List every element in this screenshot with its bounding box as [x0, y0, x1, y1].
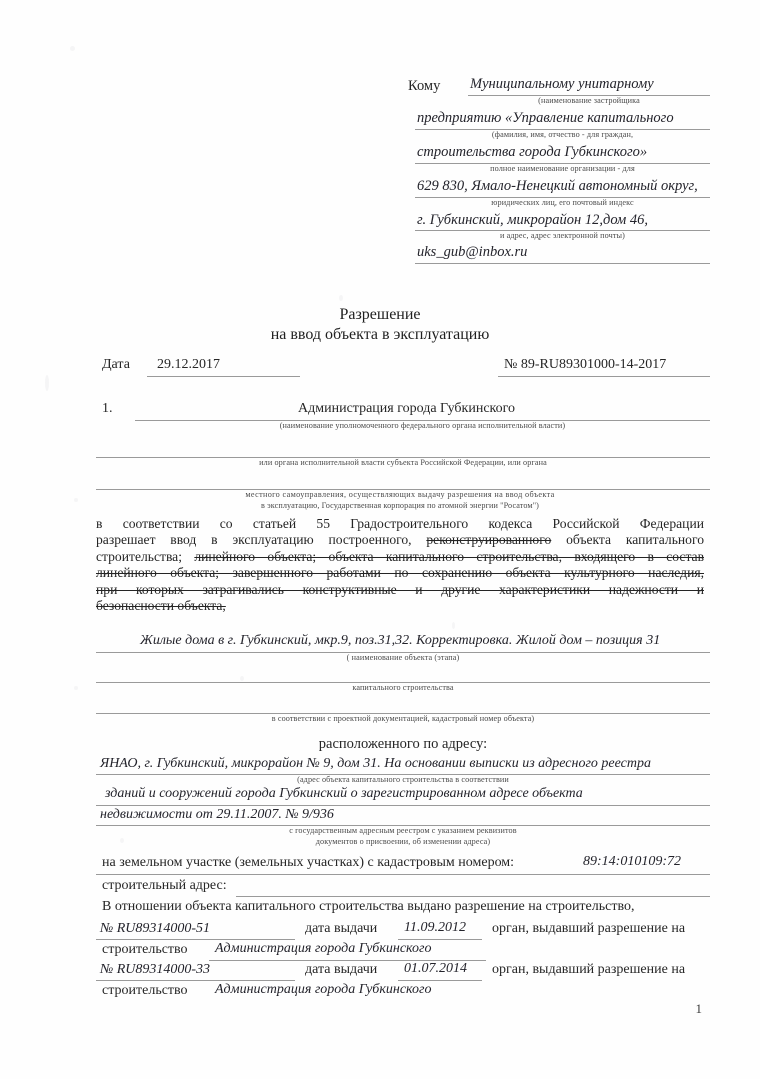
- permit-organ-value: Администрация города Губкинского: [215, 941, 432, 956]
- item-1-marker: 1.: [102, 401, 113, 416]
- date-rule: [147, 376, 300, 377]
- location-line-1: ЯНАО, г. Губкинский, микрорайон № 9, дом 31. На основании выписки из адресного реестра: [100, 756, 651, 771]
- permit-date-rule: [398, 980, 482, 981]
- location-caption-2-line-2: документов о присвоении, об изменении адреса): [315, 837, 491, 846]
- location-caption-2-line-1: с государственным адресным реестром с указанием реквизитов: [289, 826, 517, 835]
- permit-date-value: 11.09.2012: [404, 920, 466, 935]
- permit-organ-label: орган, выдавший разрешение на: [492, 921, 686, 936]
- addressee-label: Кому: [408, 78, 441, 94]
- addressee-rule-6: [415, 263, 710, 264]
- addressee-caption-1: (наименование застройщика: [538, 96, 640, 105]
- location-line-3: недвижимости от 29.11.2007. № 9/936: [100, 807, 334, 822]
- addressee-line-5: г. Губкинский, микрорайон 12,дом 46,: [417, 212, 649, 228]
- item-1-caption-3-line-2: в эксплуатацию, Государственная корпорация по атомной энергии "Росатом"): [261, 501, 539, 510]
- addressee-line-4: 629 830, Ямало-Ненецкий автономный округ,: [417, 178, 698, 194]
- item-1-caption: (наименование уполномоченного федерального органа исполнительной власти): [279, 421, 566, 430]
- scan-artifact: [45, 375, 49, 391]
- object-project-caption: в соответствии с проектной документацией, кадастровый номер объекта): [271, 714, 535, 723]
- permit-number-value: № 89-RU89301000-14-2017: [504, 357, 667, 372]
- scan-artifact: [70, 46, 75, 51]
- cadastral-rule: [96, 874, 710, 875]
- permit-date-label: дата выдачи: [305, 921, 378, 936]
- body-line-2: [96, 532, 704, 548]
- addressee-caption-3: полное наименование организации - для: [490, 164, 635, 173]
- permit-organ-label: орган, выдавший разрешение на: [492, 962, 686, 977]
- permits-intro: В отношении объекта капитального строительства выдано разрешение на строительство,: [102, 899, 635, 914]
- addressee-caption-5: и адрес, адрес электронной почты): [500, 231, 625, 240]
- object-name: Жилые дома в г. Губкинский, мкр.9, поз.31,32. Корректировка. Жилой дом – позиция 31: [140, 633, 661, 648]
- page-number: 1: [695, 1001, 702, 1016]
- location-caption-1: (адрес объекта капитального строительства в соответствии: [297, 775, 509, 784]
- item-1-authority: Администрация города Губкинского: [298, 401, 516, 416]
- date-label: Дата: [102, 357, 130, 372]
- build-address-label: строительный адрес:: [102, 878, 227, 893]
- permit-date-value: 01.07.2014: [404, 961, 467, 976]
- location-rule-2: [96, 805, 710, 806]
- scan-artifact: [74, 686, 78, 690]
- addressee-caption-4: юридических лиц, его почтовый индекс: [491, 198, 634, 207]
- body-line-1: в соответствии со статьей 55 Градостроительного кодекса Российской Федерации: [96, 516, 704, 531]
- body-paragraph: [96, 516, 704, 614]
- permit-number-rule: [96, 980, 295, 981]
- build-address-rule: [236, 896, 710, 897]
- object-name-caption: ( наименование объекта (этапа): [346, 653, 460, 662]
- cadastral-label: на земельном участке (земельных участках) с кадастровым номером:: [102, 855, 515, 870]
- page-subtitle: на ввод объекта в эксплуатацию: [270, 326, 490, 343]
- scan-artifact: [339, 295, 343, 301]
- cadastral-value: 89:14:010109:72: [583, 854, 681, 869]
- location-line-2: зданий и сооружений города Губкинский о зарегистрированном адресе объекта: [105, 786, 583, 801]
- scan-artifact: [452, 622, 455, 629]
- body-line-5: при которых затрагивались конструктивные и другие характеристики надежности и: [96, 581, 704, 597]
- body-line-3: [96, 549, 704, 565]
- scan-artifact: [74, 498, 78, 502]
- location-heading: расположенного по адресу:: [318, 736, 488, 752]
- permit-number-rule: [96, 939, 295, 940]
- permit-organ-label-2: строительство: [102, 983, 188, 998]
- body-line-3-a: строительства;: [96, 548, 195, 564]
- body-line-4: линейного объекта; завершенного работами по сохранению объекта культурного наследия,: [96, 565, 704, 581]
- scan-artifact: [240, 676, 244, 681]
- addressee-line-3: строительства города Губкинского»: [417, 144, 648, 160]
- permit-number: № RU89314000-51: [100, 921, 211, 936]
- permit-date-rule: [398, 939, 482, 940]
- addressee-email: uks_gub@inbox.ru: [417, 244, 528, 260]
- addressee-line-1: Муниципальному унитарному: [470, 76, 654, 92]
- body-line-3-struck: линейного объекта; объекта капитального строительства, входящего в состав: [194, 548, 704, 564]
- addressee-line-2: предприятию «Управление капитального: [417, 110, 674, 126]
- date-value: 29.12.2017: [157, 357, 220, 372]
- body-line-2-struck: реконструированного: [426, 532, 552, 548]
- permit-organ-value: Администрация города Губкинского: [215, 982, 432, 997]
- object-capital-caption: капитального строительства: [352, 683, 454, 692]
- body-line-6: безопасности объекта,: [96, 598, 226, 614]
- item-1-caption-3-line-1: местного самоуправления, осуществляющих выдачу разрешения на ввод объекта: [245, 490, 555, 499]
- permit-date-label: дата выдачи: [305, 962, 378, 977]
- addressee-caption-2: (фамилия, имя, отчество - для граждан,: [491, 130, 634, 139]
- permit-number: № RU89314000-33: [100, 962, 211, 977]
- permit-organ-label-2: строительство: [102, 942, 188, 957]
- body-line-2-b: объекта капитального: [551, 532, 704, 548]
- item-1-caption-2: или органа исполнительной власти субъекта Российской Федерации, или органа: [259, 458, 547, 467]
- permit-number-rule: [498, 376, 710, 377]
- body-line-2-a: разрешает ввод в эксплуатацию построенного,: [96, 532, 427, 548]
- page-title: Разрешение: [339, 306, 421, 323]
